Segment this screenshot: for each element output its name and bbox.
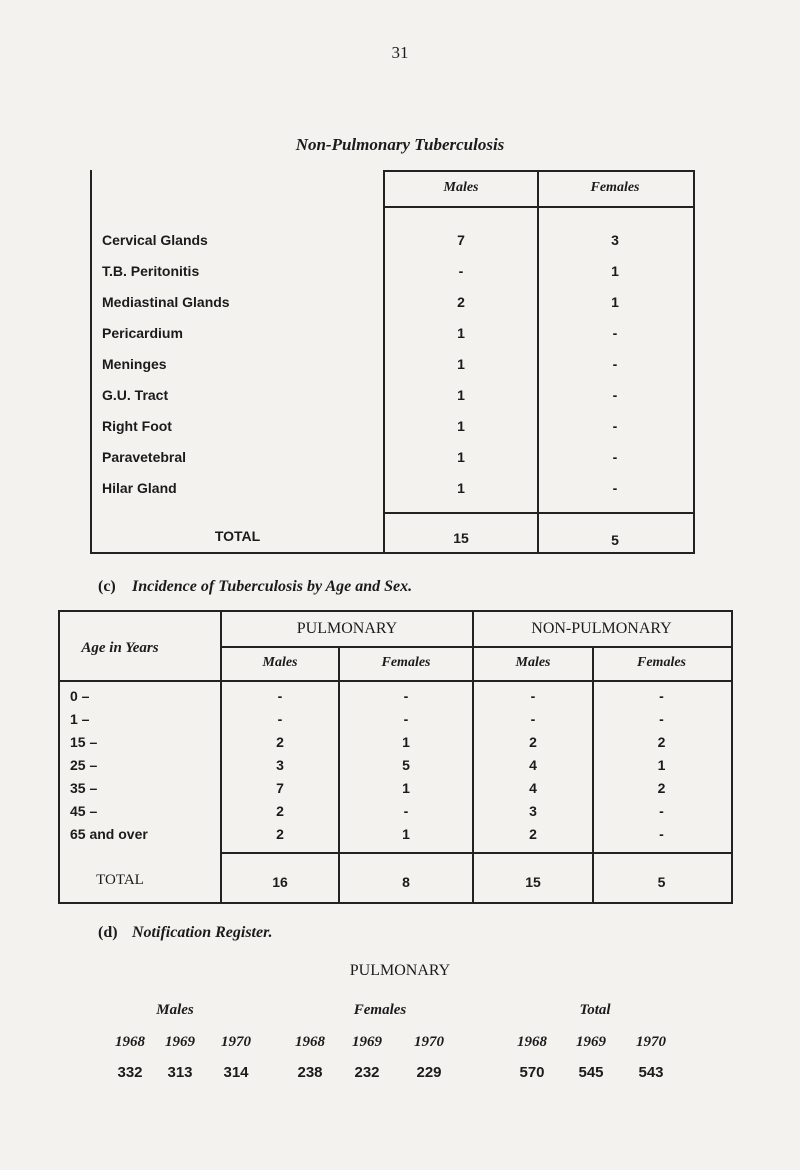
section-c-label: (c)	[98, 578, 116, 595]
cell: -	[403, 688, 409, 704]
total-females: 5	[611, 532, 619, 548]
cell: 2	[657, 780, 666, 796]
cell: 4	[529, 780, 537, 796]
row-label: Mediastinal Glands	[102, 294, 230, 310]
table1-title: Non-Pulmonary Tuberculosis	[295, 135, 505, 154]
cell: -	[530, 688, 536, 704]
age-label: 15 –	[70, 734, 98, 750]
row-label: Paravetebral	[102, 449, 187, 465]
row-females: -	[612, 387, 618, 403]
row-females: -	[612, 449, 618, 465]
row-females: 1	[611, 294, 619, 310]
row-label: Meninges	[102, 356, 167, 372]
cell: 1	[402, 780, 410, 796]
row-males: 1	[457, 480, 465, 496]
register-value: 570	[519, 1064, 545, 1081]
row-females: -	[612, 480, 618, 496]
total-cell: 5	[657, 874, 666, 890]
year: 1970	[414, 1034, 444, 1050]
register-heading: PULMONARY	[349, 962, 451, 979]
section-c-title: Incidence of Tuberculosis by Age and Sex.	[132, 578, 413, 595]
total-cell: 16	[272, 874, 288, 890]
header-males: Males	[443, 180, 479, 195]
row-males: 1	[457, 356, 465, 372]
cell: -	[659, 688, 664, 704]
row-females: -	[612, 356, 618, 372]
cell: 7	[276, 780, 284, 796]
sub-header-females: Females	[381, 655, 431, 670]
sub-header-females: Females	[637, 655, 686, 670]
year: 1970	[221, 1034, 251, 1050]
age-label: 25 –	[70, 757, 98, 773]
cell: 2	[529, 826, 537, 842]
age-header: Age in Years	[81, 640, 159, 656]
cell: -	[659, 826, 664, 842]
age-label: 0 –	[70, 688, 90, 704]
row-males: -	[458, 263, 464, 279]
year: 1970	[636, 1034, 666, 1050]
cell: 2	[276, 826, 284, 842]
section-d-label: (d)	[98, 924, 118, 941]
row-males: 7	[457, 232, 465, 248]
cell: -	[277, 688, 283, 704]
cell: 2	[657, 734, 666, 750]
page-number: 31	[391, 43, 409, 62]
header-females: Females	[590, 180, 640, 195]
row-label: G.U. Tract	[102, 387, 169, 403]
register-value: 313	[167, 1064, 193, 1081]
sub-header-males: Males	[515, 655, 551, 670]
row-females: -	[612, 418, 618, 434]
register-value: 543	[638, 1064, 664, 1081]
year: 1969	[352, 1034, 382, 1050]
cell: -	[403, 803, 409, 819]
total-cell: 8	[402, 874, 410, 890]
row-label: Hilar Gland	[102, 480, 177, 496]
cell: 4	[529, 757, 537, 773]
cell: -	[659, 803, 664, 819]
cell: 2	[276, 803, 284, 819]
row-females: 3	[611, 232, 619, 248]
register-value: 314	[223, 1064, 249, 1081]
year: 1968	[295, 1034, 325, 1050]
cell: 3	[529, 803, 537, 819]
age-label: 45 –	[70, 803, 98, 819]
total-label: TOTAL	[96, 872, 144, 888]
row-males: 1	[457, 325, 465, 341]
pulmonary-header: PULMONARY	[296, 620, 398, 637]
register-value: 232	[354, 1064, 380, 1081]
cell: -	[403, 711, 409, 727]
register-value: 229	[416, 1064, 442, 1081]
age-label: 1 –	[70, 711, 90, 727]
row-males: 1	[457, 418, 465, 434]
register-value: 238	[297, 1064, 323, 1081]
section-d-title: Notification Register.	[132, 924, 273, 941]
cell: -	[530, 711, 536, 727]
sub-header-males: Males	[262, 655, 298, 670]
year: 1969	[165, 1034, 195, 1050]
total-cell: 15	[525, 874, 541, 890]
register-value: 545	[578, 1064, 604, 1081]
age-label: 65 and over	[70, 826, 148, 842]
cell: 5	[402, 757, 410, 773]
non-pulmonary-header: NON-PULMONARY	[531, 620, 672, 637]
register-value: 332	[117, 1064, 143, 1081]
row-label: Pericardium	[102, 325, 183, 341]
register-group-total: Total	[579, 1002, 611, 1018]
total-label: TOTAL	[214, 528, 261, 544]
cell: -	[659, 711, 664, 727]
row-label: Right Foot	[102, 418, 172, 434]
year: 1968	[115, 1034, 145, 1050]
row-females: -	[612, 325, 618, 341]
cell: 3	[276, 757, 284, 773]
row-males: 1	[457, 387, 465, 403]
non-pulmonary-table	[90, 170, 695, 554]
row-label: T.B. Peritonitis	[102, 263, 200, 279]
section-c-heading	[98, 578, 412, 596]
cell: 2	[529, 734, 537, 750]
row-males: 2	[457, 294, 465, 310]
section-d-heading	[98, 924, 272, 942]
cell: 2	[276, 734, 284, 750]
register-group-males: Males	[156, 1002, 194, 1018]
incidence-table	[58, 610, 733, 904]
row-females: 1	[611, 263, 619, 279]
row-label: Cervical Glands	[102, 232, 208, 248]
cell: 1	[657, 757, 666, 773]
register-group-females: Females	[353, 1002, 407, 1018]
total-males: 15	[453, 530, 469, 546]
row-males: 1	[457, 449, 465, 465]
age-label: 35 –	[70, 780, 98, 796]
cell: 1	[402, 826, 410, 842]
year: 1968	[517, 1034, 547, 1050]
cell: -	[277, 711, 283, 727]
year: 1969	[576, 1034, 606, 1050]
cell: 1	[402, 734, 410, 750]
